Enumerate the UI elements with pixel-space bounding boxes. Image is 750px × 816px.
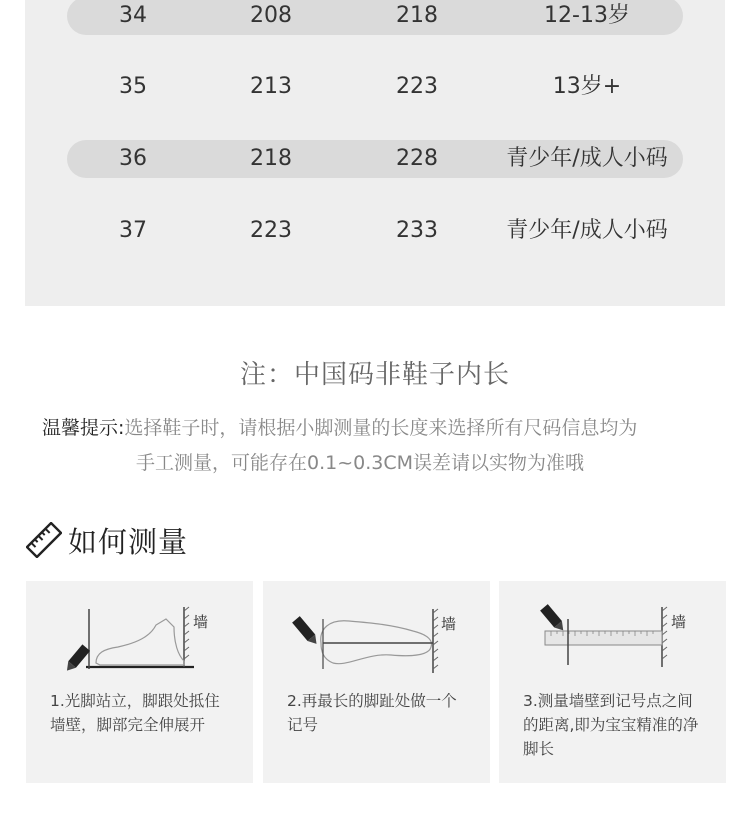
size-cell: 36 (119, 146, 147, 171)
age-cell: 青少年/成人小码 (506, 218, 668, 243)
size-cell: 34 (119, 3, 147, 28)
step-text-line: 1.光脚站立，脚跟处抵住 (50, 692, 220, 710)
size-cell: 37 (119, 218, 147, 243)
measure-section-title: 如何测量 (68, 524, 189, 559)
step-3-text (523, 689, 715, 761)
age-cell: 12-13岁 (544, 3, 630, 28)
step-text-line: 的距离,即为宝宝精准的净 (523, 716, 699, 734)
tip-label: 温馨提示: (42, 417, 125, 439)
age-cell: 青少年/成人小码 (506, 146, 668, 171)
size-note-title: 注：中国码非鞋子内长 (239, 360, 510, 390)
ruler-measure-illustration (499, 597, 726, 687)
age-cell: 13岁+ (552, 74, 622, 99)
step-text-line: 记号 (287, 716, 319, 734)
foot-side-illustration (26, 597, 253, 687)
size-cell: 35 (119, 74, 147, 99)
table-row (67, 140, 683, 178)
step-card-3 (499, 581, 726, 783)
step-card-1 (26, 581, 253, 783)
foot-top-illustration (263, 597, 490, 687)
foot-length-cell: 208 (250, 3, 292, 28)
inner-length-cell: 218 (396, 3, 438, 28)
inner-length-cell: 223 (396, 74, 438, 99)
size-table (25, 0, 725, 306)
foot-length-cell: 218 (250, 146, 292, 171)
wall-label: 墙 (441, 615, 457, 633)
ruler-icon (26, 522, 62, 558)
tip-text-line1: 选择鞋子时，请根据小脚测量的长度来选择所有尺码信息均为 (124, 417, 638, 439)
inner-length-cell: 233 (396, 218, 438, 243)
foot-length-cell: 213 (250, 74, 292, 99)
step-text-line: 脚长 (523, 740, 555, 758)
step-card-2 (263, 581, 490, 783)
foot-length-cell: 223 (250, 218, 292, 243)
step-text-line: 3.测量墙壁到记号点之间 (523, 692, 693, 710)
step-2-text (287, 689, 479, 737)
step-text-line: 2.再最长的脚趾处做一个 (287, 692, 457, 710)
tip-paragraph (42, 413, 637, 440)
table-row (67, 212, 683, 250)
table-row (67, 0, 683, 35)
measure-section-header (26, 520, 188, 560)
table-row (67, 68, 683, 106)
step-1-text (50, 689, 242, 737)
tip-text-line2: 手工测量，可能存在0.1~0.3CM误差请以实物为准哦 (136, 452, 585, 474)
wall-label: 墙 (671, 613, 687, 631)
wall-label: 墙 (193, 613, 209, 631)
inner-length-cell: 228 (396, 146, 438, 171)
step-text-line: 墙壁，脚部完全伸展开 (50, 716, 206, 734)
